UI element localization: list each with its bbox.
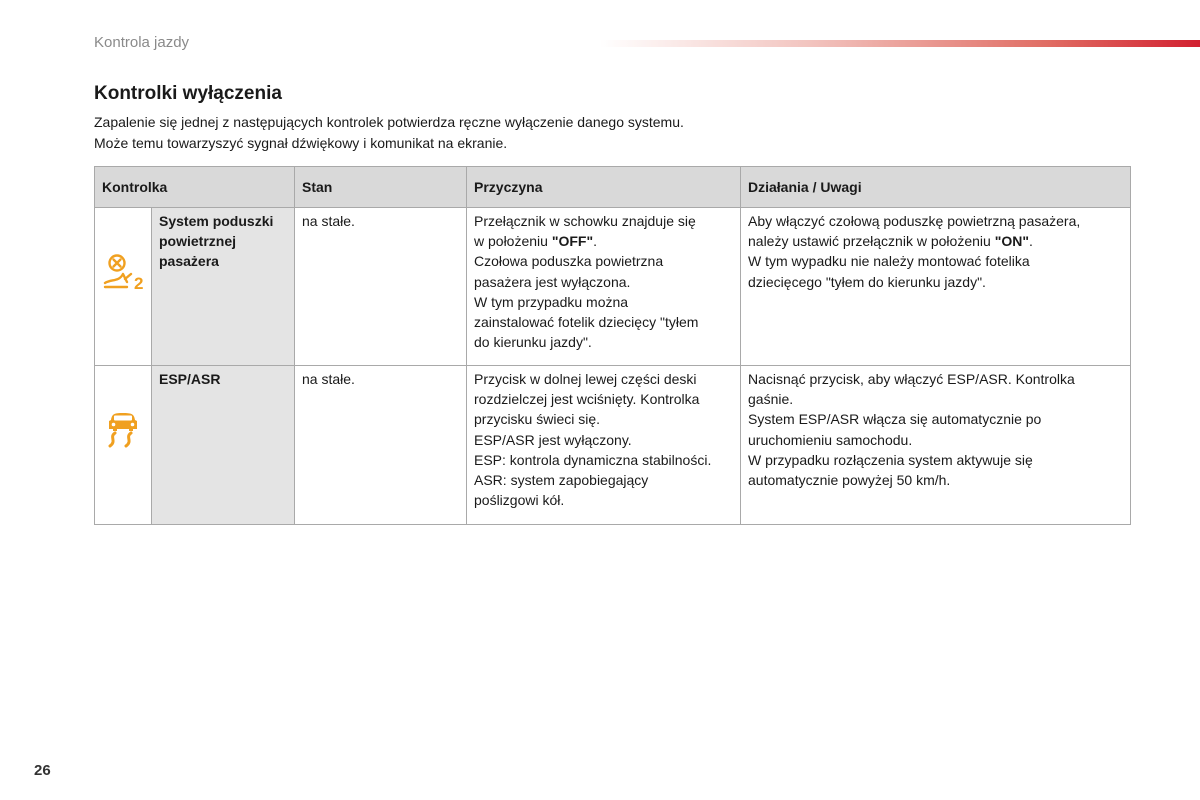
text-line: W tym wypadku nie należy montować fotelika — [748, 253, 1030, 270]
airbag-off-warning-icon — [101, 252, 145, 292]
text-line: przycisku świeci się. — [474, 411, 601, 428]
text-line — [748, 231, 1123, 251]
warning-name-cell — [152, 366, 295, 525]
switch-on-label: "ON" — [994, 233, 1029, 250]
text-line — [474, 231, 733, 251]
icon-cell — [95, 208, 152, 366]
header-stan: Stan — [295, 167, 467, 208]
text-fragment: . — [593, 233, 597, 250]
przyczyna-cell — [467, 208, 741, 366]
icon-cell — [95, 366, 152, 525]
esp-asr-off-warning-icon — [103, 410, 143, 450]
warning-name-line: System poduszki — [159, 213, 274, 229]
text-line: W przypadku rozłączenia system aktywuje się — [748, 451, 1033, 468]
header-kontrolka: Kontrolka — [95, 167, 295, 208]
page-title: Kontrolki wyłączenia — [94, 83, 282, 104]
intro-line: Zapalenie się jednej z następujących kontrolek potwierdza ręczne wyłączenie danego systemu. — [94, 114, 684, 130]
text-fragment: . — [1028, 233, 1033, 250]
przyczyna-cell — [467, 366, 741, 525]
warning-name-cell — [152, 208, 295, 366]
table-row — [95, 366, 1131, 525]
text-line: uruchomieniu samochodu. — [748, 431, 913, 448]
header-przyczyna: Przyczyna — [467, 167, 741, 208]
text-line: System ESP/ASR włącza się automatycznie po — [748, 411, 1042, 428]
text-line: rozdzielczej jest wciśnięty. Kontrolka — [474, 391, 700, 408]
table-header-row — [95, 167, 1131, 208]
stan-cell: na stałe. — [295, 208, 467, 366]
svg-text:2: 2 — [134, 273, 144, 292]
text-line: W tym przypadku można — [474, 293, 629, 310]
text-line: zainstalować fotelik dziecięcy "tyłem — [474, 314, 699, 331]
text-line: ESP/ASR jest wyłączony. — [474, 431, 632, 448]
text-fragment: należy ustawić przełącznik w położeniu — [748, 233, 995, 250]
table-row — [95, 208, 1131, 366]
page-number: 26 — [34, 762, 51, 779]
warning-name-line: pasażera — [159, 253, 219, 270]
text-line: Czołowa poduszka powietrzna — [474, 253, 664, 270]
text-line: poślizgowi kół. — [474, 492, 565, 509]
text-line: Nacisnąć przycisk, aby włączyć ESP/ASR. Kontrolka — [748, 371, 1075, 387]
stan-cell: na stałe. — [295, 366, 467, 525]
text-line: Przełącznik w schowku znajduje się — [474, 213, 696, 229]
switch-off-label: "OFF" — [551, 233, 594, 250]
text-line: Przycisk w dolnej lewej części deski — [474, 371, 697, 387]
text-line: ESP: kontrola dynamiczna stabilności. — [474, 451, 712, 468]
header-dzialania: Działania / Uwagi — [741, 167, 1131, 208]
dzialania-cell — [741, 208, 1131, 366]
text-line: gaśnie. — [748, 391, 794, 408]
text-line: do kierunku jazdy". — [474, 334, 592, 351]
dzialania-cell — [741, 366, 1131, 525]
section-label: Kontrola jazdy — [94, 34, 190, 51]
warning-lights-table — [94, 166, 1131, 525]
intro-text — [94, 112, 684, 154]
text-line: dziecięcego "tyłem do kierunku jazdy". — [748, 273, 986, 290]
header-accent-bar — [600, 40, 1200, 47]
text-fragment: w położeniu — [474, 233, 552, 250]
warning-name-line: powietrznej — [159, 233, 237, 250]
text-line: Aby włączyć czołową poduszkę powietrzną pasażera, — [748, 213, 1081, 229]
warning-name-line: ESP/ASR — [159, 371, 221, 387]
text-line: automatycznie powyżej 50 km/h. — [748, 472, 951, 489]
text-line: pasażera jest wyłączona. — [474, 273, 631, 290]
intro-line: Może temu towarzyszyć sygnał dźwiękowy i komunikat na ekranie. — [94, 135, 508, 151]
text-line: ASR: system zapobiegający — [474, 472, 649, 489]
